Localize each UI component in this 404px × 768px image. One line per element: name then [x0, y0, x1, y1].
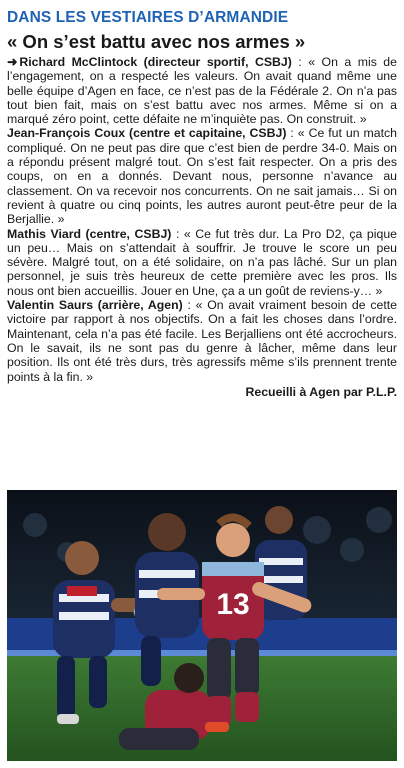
speaker-name: Valentin Saurs (arrière, Agen): [7, 298, 183, 313]
quote-paragraph: [7, 298, 397, 384]
match-photo: [7, 490, 397, 761]
article: [7, 8, 397, 400]
boot: [205, 722, 229, 732]
section-kicker: DANS LES VESTIAIRES D’ARMANDIE: [7, 9, 289, 26]
article-body: [7, 55, 397, 384]
article-headline: « On s’est battu avec nos armes »: [7, 31, 306, 52]
jersey-number: 13: [216, 588, 250, 621]
speaker-name: Mathis Viard (centre, CSBJ): [7, 226, 172, 241]
quote-text: : « On a mis de l’engagement, on a respecté les valeurs. On avait quand même une belle équipe d’Agen en face, ce n’est pas de la Fédérale 2. On n’a pas tout bien fait, mais on s’est battu avec nos armes. Même si on a marqué zéro point, cette défaite ne m’inquiète pas. On construit. »: [7, 55, 397, 127]
boot: [57, 714, 79, 724]
quote-paragraph: [7, 126, 397, 226]
quote-text: : « Ce fut un match compliqué. On ne peut pas dire que c’est bien de perdre 34-0. Mais on a répondu présent malgré tout. On s’est fait respecter. On a pris des coups, on en a donnés. Devant nous, personne n’avance au classement. On va recevoir nos concurrents. On ne sait jamais… Si on revient à quatre ou cinq points, les autres auront peut-être peur de la Berjallie. »: [7, 126, 397, 227]
speaker-name: Richard McClintock (directeur sportif, CSBJ): [19, 55, 292, 69]
arrow-icon: ➜: [7, 55, 18, 69]
article-credit: Recueilli à Agen par P.L.P.: [245, 384, 397, 399]
quote-paragraph: [7, 227, 397, 298]
speaker-name: Jean-François Coux (centre et capitaine, CSBJ): [7, 126, 287, 141]
quote-text: : « On avait vraiment besoin de cette victoire par rapport à nos objectifs. On a fait les choses dans l’ordre. Maintenant, cela n’a pas été facile. Les Berjalliens ont été accrocheurs. On le savait, ils ne sont pas du genre à lâcher, même dans leur position. Ils ont été très durs, très agressifs même s’ils prennent trente points à la fin. »: [7, 298, 397, 384]
quote-text: : « Ce fut très dur. La Pro D2, ça pique un peu… Mais on s’attendait à souffrir. Je trouve le score un peu sévère. Malgré tout, on a été solidaire, on n’a pas lâché. Sur un plan personnel, je suis très heureux de cette première avec les pros. Ils nous ont bien accueillis. Jouer en Une, ça a un goût de reviens-y… »: [7, 226, 397, 298]
quote-paragraph: [7, 55, 397, 126]
